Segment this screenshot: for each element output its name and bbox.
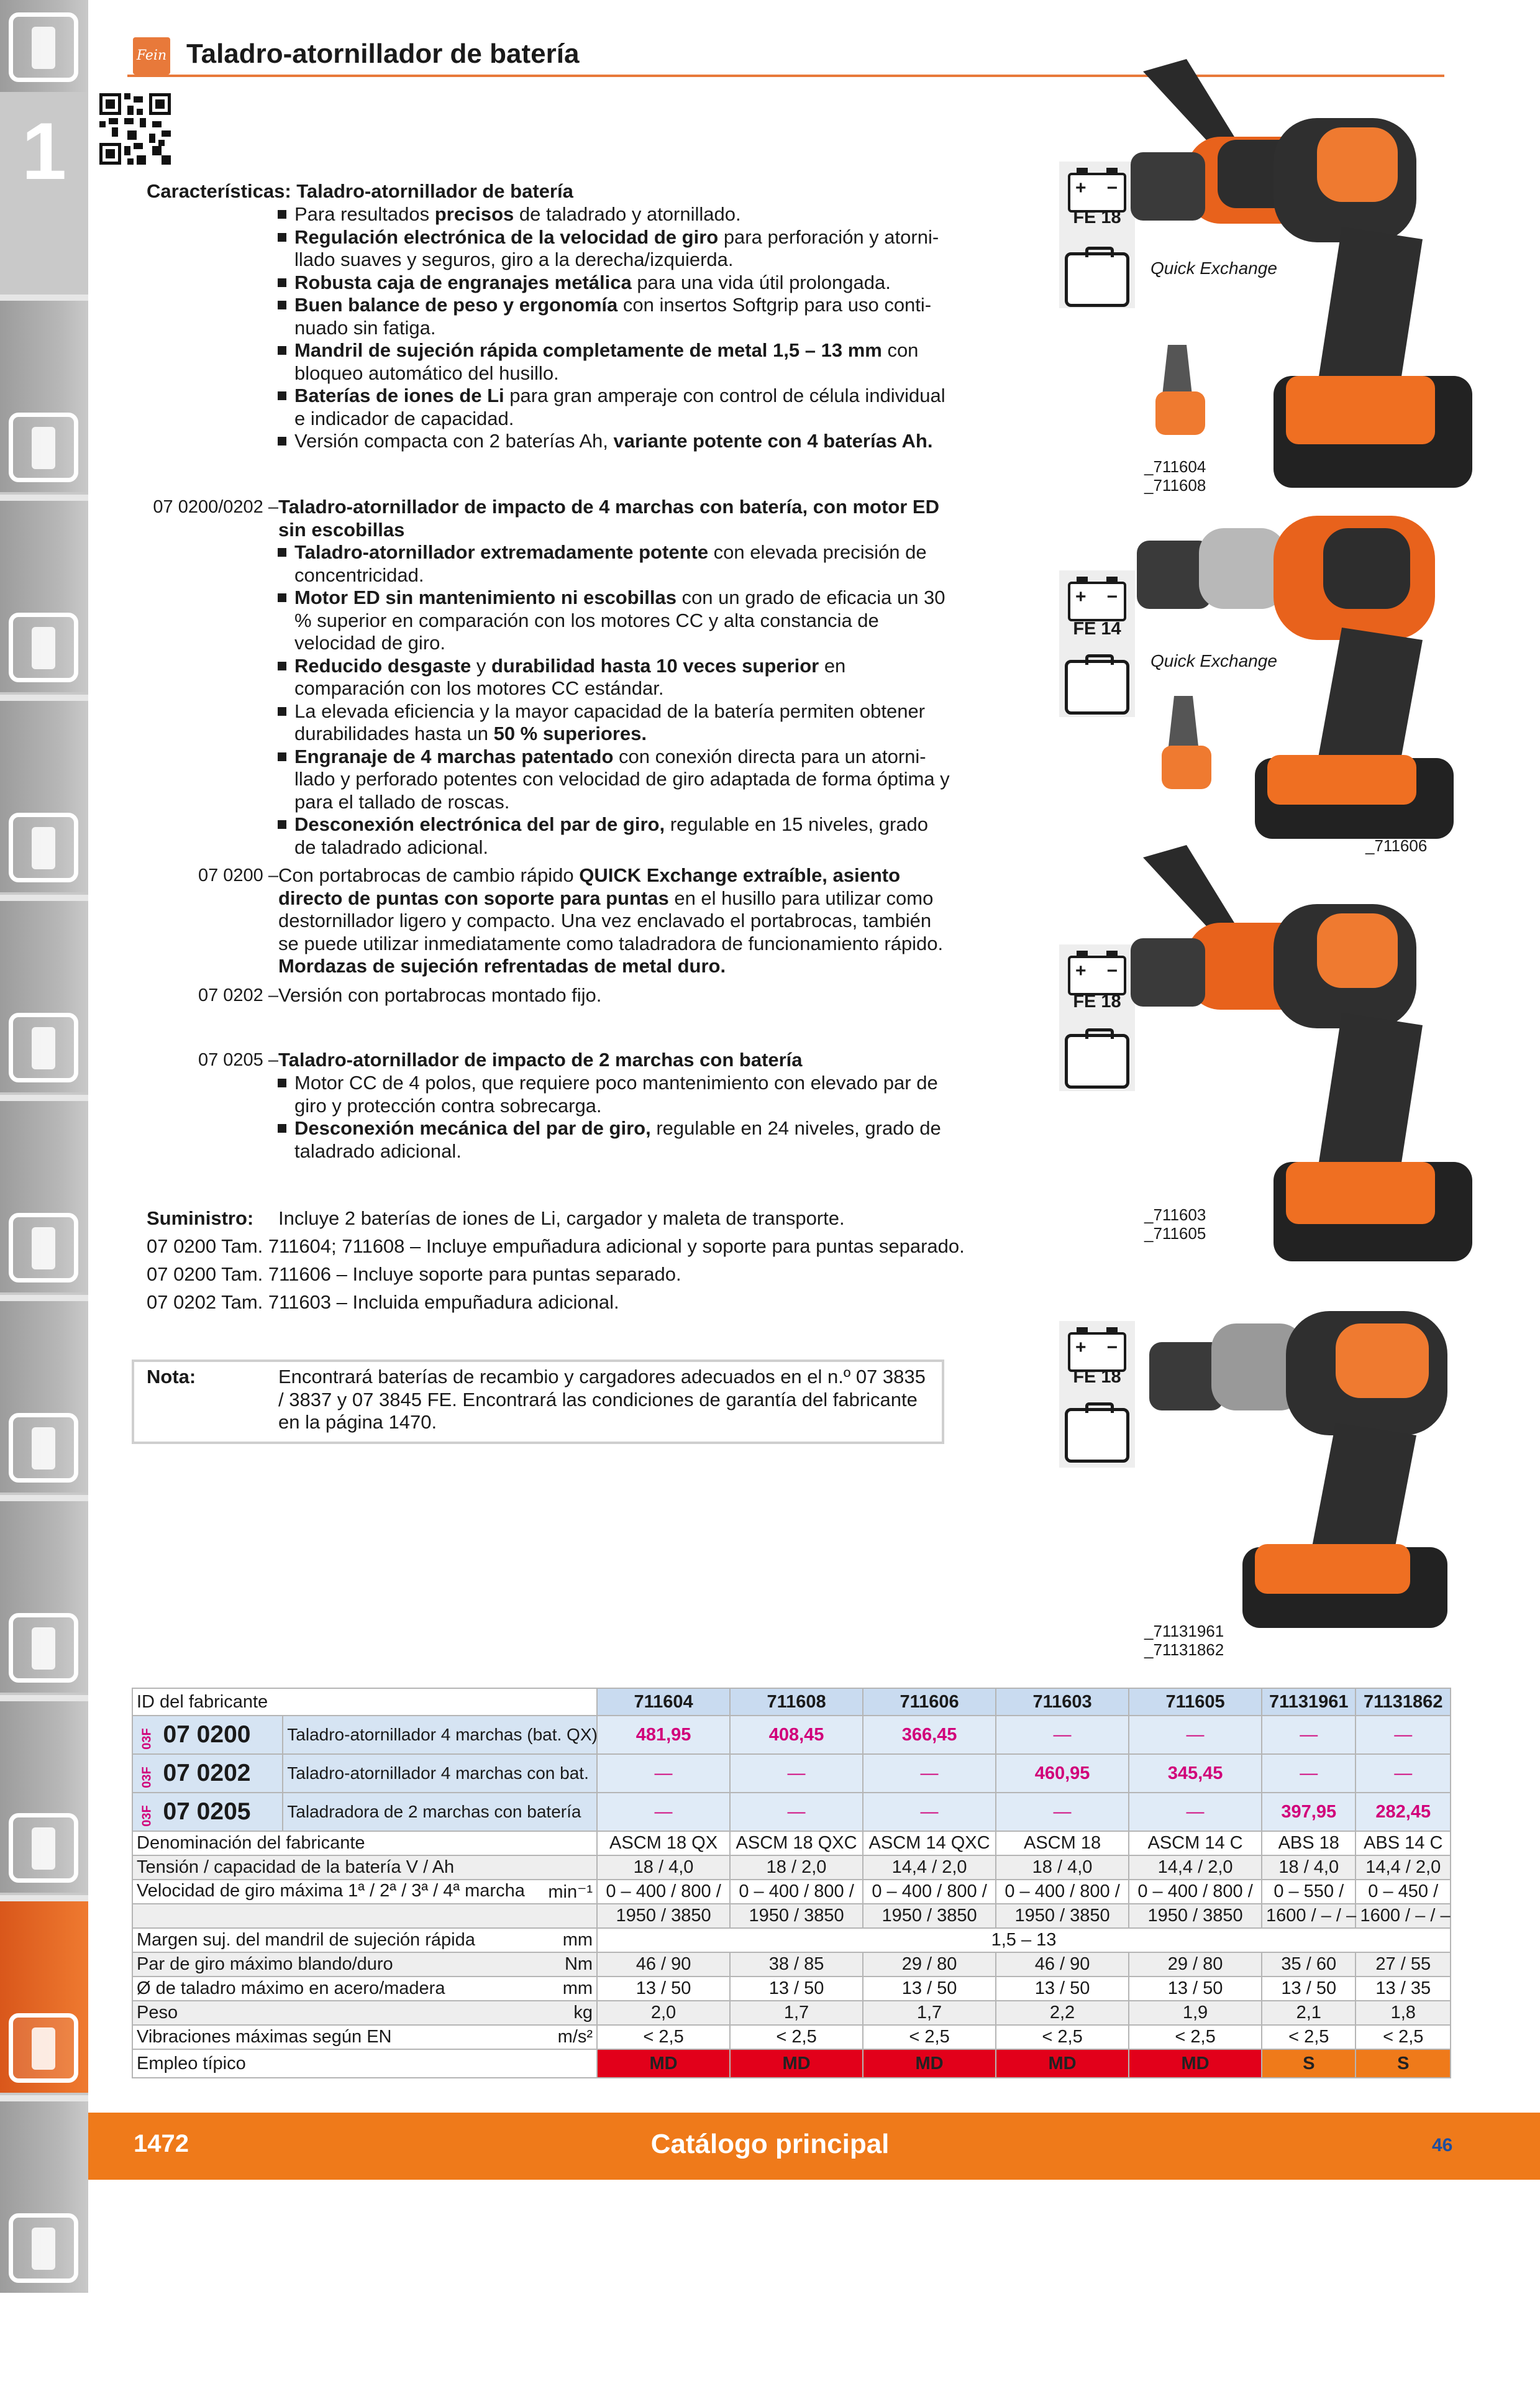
spec-value: 13 / 50 [597, 1977, 730, 2001]
spec-row [132, 1977, 1451, 2001]
article-number: _711606 [1365, 836, 1428, 855]
order-code[interactable]: 03F 07 0202 [132, 1754, 283, 1793]
battery-icon: + − [1068, 173, 1126, 213]
table-header-row [132, 1688, 1451, 1716]
article-number: _711603 [1144, 1205, 1206, 1224]
chapter-tab[interactable] [0, 495, 88, 692]
manufacturer-id: 711604 [597, 1688, 730, 1716]
spec-row [132, 1904, 1451, 1928]
spec-value: < 2,5 [1262, 2025, 1355, 2049]
info-icon [9, 2213, 78, 2283]
spec-label: mm Margen suj. del mandril de sujeción rápida [132, 1928, 597, 1952]
spec-label: Nm Par de giro máximo blando/duro [132, 1952, 597, 1977]
spec-value: 46 / 90 [597, 1952, 730, 1977]
tool-case-icon [9, 1613, 78, 1683]
manufacturer-id: 71131961 [1262, 1688, 1355, 1716]
typical-use-badge: S [1262, 2049, 1355, 2078]
drill-image-711604 [1131, 53, 1478, 500]
price-row [132, 1754, 1451, 1793]
manufacturer-id: 711603 [996, 1688, 1129, 1716]
grinder-disc-icon [9, 413, 78, 482]
feature-item: Reducido desgaste y durabilidad hasta 10 veces superior en comparación con los motores CC estándar. [294, 655, 954, 700]
chapter-number: 1 [21, 106, 67, 196]
specification-table [132, 1688, 1451, 2078]
spec-value: < 2,5 [1355, 2025, 1451, 2049]
qr-code-icon[interactable] [99, 93, 171, 165]
spec-value: 13 / 50 [996, 1977, 1129, 2001]
carrying-case-icon [1065, 252, 1129, 307]
spec-row [132, 1880, 1451, 1904]
spec-value: < 2,5 [1129, 2025, 1262, 2049]
spec-row [132, 1855, 1451, 1880]
spec-value: 1950 / 3850 [730, 1904, 863, 1928]
spec-value: 1950 / 3850 [1129, 1904, 1262, 1928]
typical-use-badge: MD [996, 2049, 1129, 2078]
carrying-case-icon [1065, 1408, 1129, 1463]
spec-value: 13 / 35 [1355, 1977, 1451, 2001]
price-cell: — [863, 1754, 996, 1793]
spec-label: Tensión / capacidad de la batería V / Ah [132, 1855, 597, 1880]
price-cell: 282,45 [1355, 1793, 1451, 1831]
article-code: 07 0202 – [198, 985, 278, 1005]
quick-exchange-description: Con portabrocas de cambio rápido QUICK Exchange extraíble, asiento directo de puntas con soporte para puntas en el husillo para utilizar como destornillador ligero y compacto. Una vez enclavado el portabrocas, también se puede utilizar inmediatamente como taladradora de funcionamiento rápido. Mordazas de sujeción refrentadas de metal duro. [278, 864, 944, 977]
feature-item: La elevada eficiencia y la mayor capacidad de la batería permiten obtener durabilidades hasta un 50 % superiores. [294, 700, 954, 746]
feature-item: Robusta caja de engranajes metálica para una vida útil prolongada. [294, 272, 954, 295]
price-cell: — [597, 1793, 730, 1831]
spec-value: 1950 / 3850 [863, 1904, 996, 1928]
supply-line: 07 0200 Tam. 711604; 711608 – Incluye empuñadura adicional y soporte para puntas separado. [147, 1235, 965, 1257]
chapter-tab[interactable] [0, 895, 88, 1092]
price-cell: 460,95 [996, 1754, 1129, 1793]
battery-type-label: FE 14 [1073, 619, 1121, 639]
drill-bit-icon [9, 12, 78, 82]
spec-value: 2,2 [996, 2001, 1129, 2025]
spec-value: 13 / 50 [1262, 1977, 1355, 2001]
spec-value: 1,5 – 13 [597, 1928, 1451, 1952]
chapter-number: i [32, 2295, 56, 2386]
price-cell: — [996, 1793, 1129, 1831]
feature-item: Motor ED sin mantenimiento ni escobillas con un grado de eficacia un 30 % superior en comparación con los motores CC y alta constancia de velocidad de giro. [294, 587, 954, 655]
price-cell: 345,45 [1129, 1754, 1262, 1793]
typical-use-row [132, 2049, 1451, 2078]
article-number: _71131862 [1144, 1640, 1224, 1659]
feature-item: Para resultados precisos de taladrado y atornillado. [294, 203, 954, 226]
feature-item: Taladro-atornillador extremadamente potente con elevada precisión de concentricidad. [294, 541, 954, 587]
chapter-tab[interactable] [0, 0, 88, 92]
feature-item: Desconexión electrónica del par de giro, regulable en 15 niveles, grado de taladrado adicional. [294, 813, 954, 859]
product-description: Taladro-atornillador 4 marchas (bat. QX) [283, 1716, 597, 1754]
typical-use-label: Empleo típico [132, 2049, 597, 2078]
manufacturer-id: 711606 [863, 1688, 996, 1716]
power-drill-icon [9, 2013, 78, 2083]
spec-label: min⁻¹ Velocidad de giro máxima 1ª / 2ª / 3ª / 4ª marcha [132, 1880, 597, 1904]
spec-value: 18 / 4,0 [1262, 1855, 1355, 1880]
price-cell: 366,45 [863, 1716, 996, 1754]
price-cell: — [597, 1754, 730, 1793]
supply-text: Incluye 2 baterías de iones de Li, cargador y maleta de transporte. [278, 1207, 845, 1229]
feature-item: Desconexión mecánica del par de giro, regulable en 24 niveles, grado de taladrado adicional. [294, 1117, 954, 1163]
chapter-tab-rail [0, 0, 88, 2386]
note-text: Encontrará baterías de recambio y cargadores adecuados en el n.º 07 3835 / 3837 y 07 3845 FE. Encontrará las condiciones de garantía del fabricante en la página 1470. [278, 1366, 926, 1433]
product-description: Taladradora de 2 marchas con batería [283, 1793, 597, 1831]
page-title: Taladro-atornillador de batería [186, 39, 580, 69]
features-list [294, 203, 954, 453]
article-number: _71131961 [1144, 1622, 1224, 1640]
spec-value: < 2,5 [863, 2025, 996, 2049]
feature-item: Engranaje de 4 marchas patentado con conexión directa para un atorni-llado y perforado potentes con velocidad de giro adaptada de forma óptima y para el tallado de roscas. [294, 746, 954, 814]
feature-item: Motor CC de 4 polos, que requiere poco mantenimiento con elevado par de giro y protección contra sobrecarga. [294, 1072, 954, 1117]
chapter-tab[interactable] [0, 695, 88, 892]
block4-features [294, 1072, 954, 1163]
spec-value: ASCM 18 QXC [730, 1831, 863, 1855]
caliper-icon [9, 813, 78, 882]
workbench-icon [9, 1813, 78, 1883]
spec-row [132, 1831, 1451, 1855]
chapter-tab[interactable] [0, 295, 88, 492]
spec-value: 18 / 4,0 [996, 1855, 1129, 1880]
spec-value: 0 – 400 / 800 / [863, 1880, 996, 1904]
spec-value: 13 / 50 [1129, 1977, 1262, 2001]
spec-value: 1950 / 3850 [996, 1904, 1129, 1928]
spec-value: 0 – 400 / 800 / [730, 1880, 863, 1904]
spec-value: ASCM 14 C [1129, 1831, 1262, 1855]
pliers-icon [9, 1413, 78, 1483]
price-row [132, 1793, 1451, 1831]
chapter-tab[interactable] [0, 1895, 88, 2093]
price-cell: — [1355, 1754, 1451, 1793]
spec-value: 29 / 80 [1129, 1952, 1262, 1977]
spec-value: 1600 / – / – [1262, 1904, 1355, 1928]
battery-icon: + − [1068, 956, 1126, 995]
price-cell: — [730, 1754, 863, 1793]
spec-row [132, 1928, 1451, 1952]
typical-use-badge: MD [863, 2049, 996, 2078]
price-cell: — [730, 1793, 863, 1831]
price-cell: — [996, 1716, 1129, 1754]
spec-value: 1,8 [1355, 2001, 1451, 2025]
spec-value: < 2,5 [730, 2025, 863, 2049]
product-description: Taladro-atornillador 4 marchas con bat. [283, 1754, 597, 1793]
battery-type-label: FE 18 [1073, 1367, 1121, 1387]
spec-value: 1950 / 3850 [597, 1904, 730, 1928]
price-cell: 397,95 [1262, 1793, 1355, 1831]
spec-value: ASCM 18 QX [597, 1831, 730, 1855]
drill-image-71131961 [1149, 1299, 1472, 1634]
saw-blade-icon [9, 1013, 78, 1082]
id-label: ID del fabricante [132, 1688, 597, 1716]
supply-line: 07 0202 Tam. 711603 – Incluida empuñadura adicional. [147, 1291, 619, 1313]
typical-use-badge: MD [730, 2049, 863, 2078]
feature-item: Baterías de iones de Li para gran amperaje con control de célula individual e indicador de capacidad. [294, 385, 954, 430]
quick-exchange-label: Quick Exchange [1150, 651, 1277, 670]
features-heading: Características: Taladro-atornillador de batería [147, 180, 573, 202]
carrying-case-icon [1065, 660, 1129, 715]
spec-value: 1,7 [863, 2001, 996, 2025]
spec-label: Denominación del fabricante [132, 1831, 597, 1855]
price-cell: — [1262, 1716, 1355, 1754]
article-code: 07 0200 – [198, 866, 278, 885]
spec-value: 14,4 / 2,0 [1355, 1855, 1451, 1880]
article-code: 07 0200/0202 – [153, 497, 278, 517]
spec-value: 0 – 400 / 800 / [1129, 1880, 1262, 1904]
chapter-tab[interactable] [0, 1695, 88, 1893]
battery-icon: + − [1068, 582, 1126, 621]
carrying-case-icon [1065, 1034, 1129, 1089]
battery-type-label: FE 18 [1073, 208, 1121, 227]
feature-item: Buen balance de peso y ergonomía con insertos Softgrip para uso conti-nuado sin fatiga. [294, 294, 954, 339]
battery-icon: + − [1068, 1332, 1126, 1372]
spec-value: 18 / 4,0 [597, 1855, 730, 1880]
spec-value: < 2,5 [597, 2025, 730, 2049]
supply-line: 07 0200 Tam. 711606 – Incluye soporte para puntas separado. [147, 1263, 681, 1285]
spec-value: 35 / 60 [1262, 1952, 1355, 1977]
price-cell: — [1262, 1754, 1355, 1793]
chuck-icon [9, 613, 78, 682]
spec-value: 1,9 [1129, 2001, 1262, 2025]
spec-value: 13 / 50 [730, 1977, 863, 2001]
page-number: 1472 [134, 2130, 189, 2157]
feature-item: Regulación electrónica de la velocidad de giro para perforación y atorni-llado suaves y seguros, giro a la derecha/izquierda. [294, 226, 954, 272]
chapter-tab[interactable] [0, 2095, 88, 2386]
spec-value: 0 – 450 / [1355, 1880, 1451, 1904]
section-number: 46 [1432, 2135, 1453, 2155]
spec-row [132, 1952, 1451, 1977]
manufacturer-id: 711608 [730, 1688, 863, 1716]
chapter-tab[interactable] [0, 1295, 88, 1492]
quick-exchange-label: Quick Exchange [1150, 258, 1277, 278]
price-cell: — [1129, 1716, 1262, 1754]
catalog-title: Catálogo principal [650, 2129, 890, 2159]
spec-value: 2,0 [597, 2001, 730, 2025]
spec-value: ASCM 18 [996, 1831, 1129, 1855]
price-cell: — [1129, 1793, 1262, 1831]
spec-value: 0 – 400 / 800 / [996, 1880, 1129, 1904]
spec-label: mm Ø de taladro máximo en acero/madera [132, 1977, 597, 2001]
manufacturer-id: 711605 [1129, 1688, 1262, 1716]
spec-value: ABS 14 C [1355, 1831, 1451, 1855]
chapter-tab[interactable] [0, 1495, 88, 1693]
spec-row [132, 2025, 1451, 2049]
wrench-icon [9, 1213, 78, 1282]
note-label: Nota: [147, 1366, 196, 1387]
manufacturer-id: 71131862 [1355, 1688, 1451, 1716]
spec-value: 13 / 50 [863, 1977, 996, 2001]
article-code: 07 0205 – [198, 1050, 278, 1070]
price-cell: — [1355, 1716, 1451, 1754]
drill-image-711606 [1137, 510, 1472, 845]
article-number: _711605 [1144, 1224, 1206, 1243]
typical-use-badge: MD [1129, 2049, 1262, 2078]
spec-value: 14,4 / 2,0 [863, 1855, 996, 1880]
spec-label: m/s² Vibraciones máximas según EN [132, 2025, 597, 2049]
order-code[interactable]: 03F 07 0200 [132, 1716, 283, 1754]
spec-value: 1,7 [730, 2001, 863, 2025]
price-cell: — [863, 1793, 996, 1831]
block1-features [294, 541, 954, 859]
price-cell: 408,45 [730, 1716, 863, 1754]
block-title: Taladro-atornillador de impacto de 2 marchas con batería [278, 1049, 803, 1071]
spec-label: kg Peso [132, 2001, 597, 2025]
spec-value: 46 / 90 [996, 1952, 1129, 1977]
spec-value: 29 / 80 [863, 1952, 996, 1977]
spec-value: 0 – 550 / [1262, 1880, 1355, 1904]
price-cell: 481,95 [597, 1716, 730, 1754]
chapter-tab[interactable] [0, 1095, 88, 1292]
spec-value: 38 / 85 [730, 1952, 863, 1977]
typical-use-badge: S [1355, 2049, 1451, 2078]
article-number: _711608 [1144, 476, 1206, 495]
order-code[interactable]: 03F 07 0205 [132, 1793, 283, 1831]
spec-value: 18 / 2,0 [730, 1855, 863, 1880]
block-title: Taladro-atornillador de impacto de 4 marchas con batería, con motor ED sin escobillas [278, 496, 939, 541]
feature-item: Versión compacta con 2 baterías Ah, variante potente con 4 baterías Ah. [294, 430, 954, 453]
feature-item: Mandril de sujeción rápida completamente de metal 1,5 – 13 mm con bloqueo automático del husillo. [294, 339, 954, 385]
spec-value: 1600 / – / – [1355, 1904, 1451, 1928]
supply-label: Suministro: [147, 1207, 254, 1229]
typical-use-badge: MD [597, 2049, 730, 2078]
article-number: _711604 [1144, 457, 1206, 476]
price-row [132, 1716, 1451, 1754]
spec-value: ASCM 14 QXC [863, 1831, 996, 1855]
fein-logo: Fein [133, 37, 170, 75]
fixed-chuck-description: Versión con portabrocas montado fijo. [278, 984, 602, 1006]
spec-label [132, 1904, 597, 1928]
spec-value: 0 – 400 / 800 / [597, 1880, 730, 1904]
battery-type-label: FE 18 [1073, 992, 1121, 1012]
spec-row [132, 2001, 1451, 2025]
spec-value: ABS 18 [1262, 1831, 1355, 1855]
spec-value: 27 / 55 [1355, 1952, 1451, 1977]
spec-value: 2,1 [1262, 2001, 1355, 2025]
spec-value: < 2,5 [996, 2025, 1129, 2049]
spec-value: 14,4 / 2,0 [1129, 1855, 1262, 1880]
